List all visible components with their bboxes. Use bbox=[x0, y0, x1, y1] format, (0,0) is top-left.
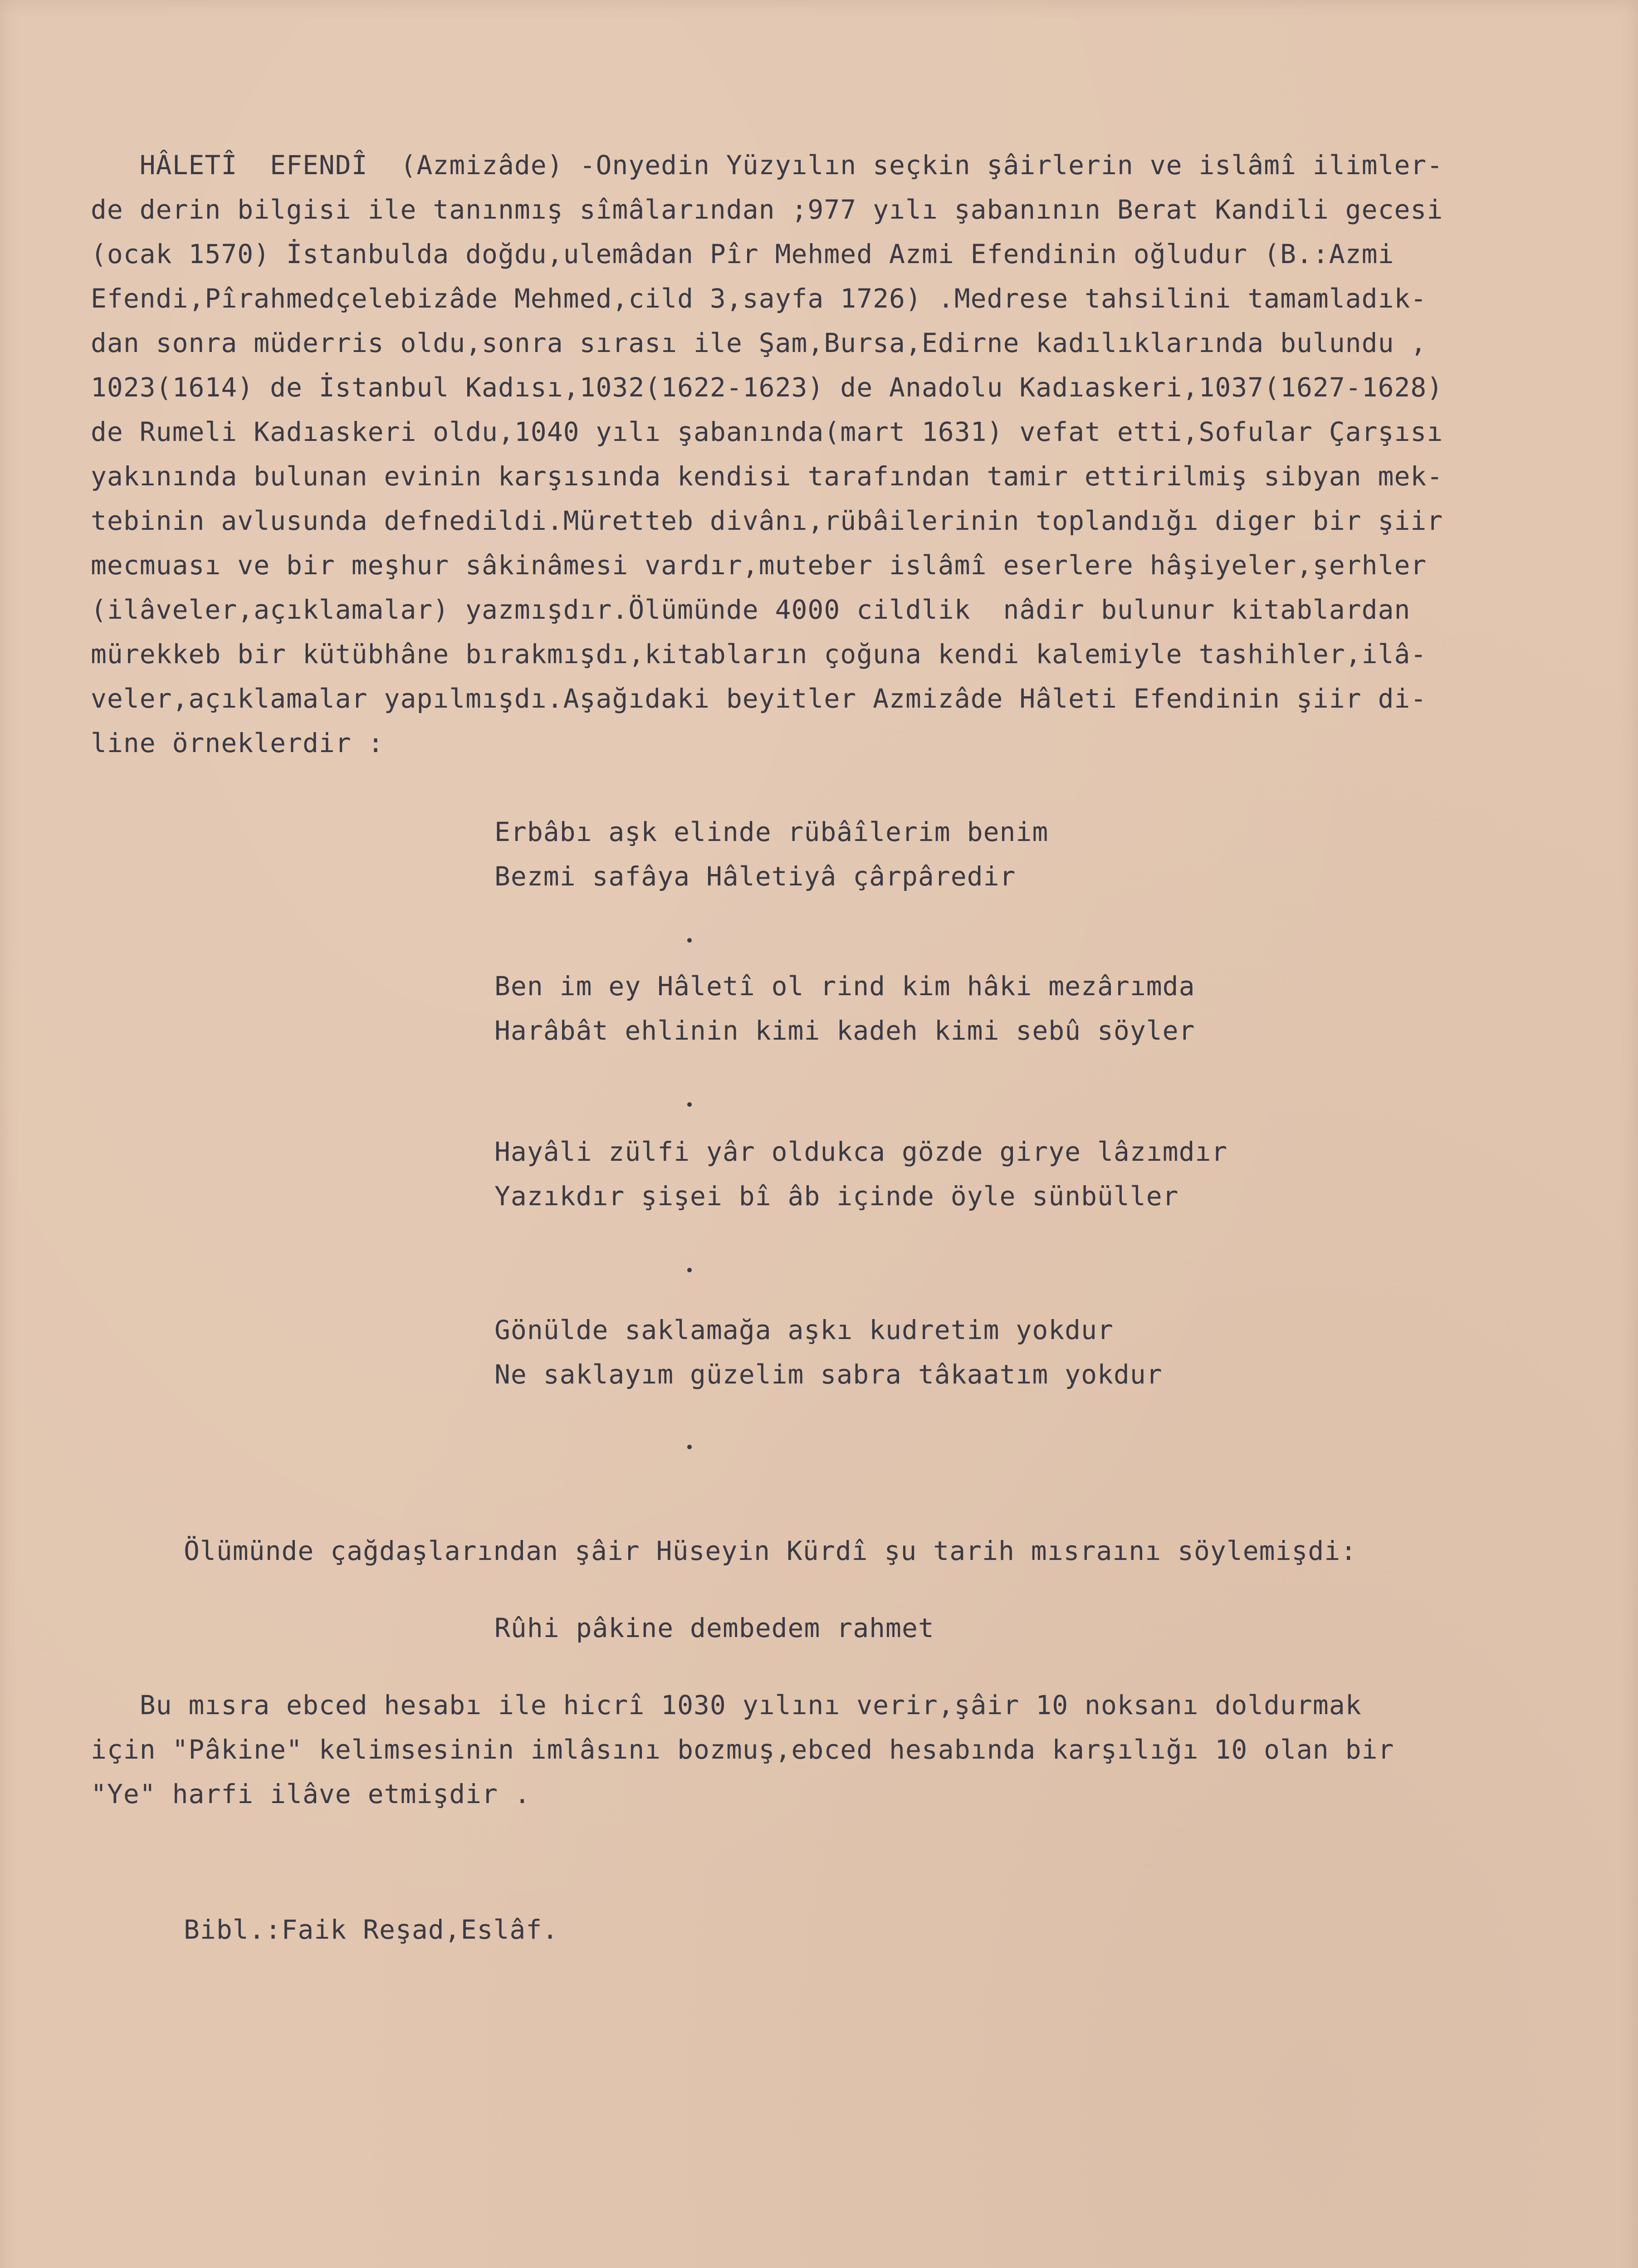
intro-line: Efendi,Pîrahmedçelebizâde Mehmed,cild 3,sayfa 1726) .Medrese tahsilini tamamladık- bbox=[91, 283, 1427, 314]
verse-line: Harâbât ehlinin kimi kadeh kimi sebû söyler bbox=[494, 1015, 1195, 1046]
verse-line: Erbâbı aşk elinde rübâîlerim benim bbox=[494, 816, 1049, 847]
tarih-line: Rûhi pâkine dembedem rahmet bbox=[494, 1613, 934, 1643]
verse-separator-dot bbox=[687, 938, 692, 943]
verse-separator-dot bbox=[687, 1102, 692, 1107]
intro-line: tebinin avlusunda defnedildi.Müretteb divânı,rübâilerinin toplandığı diger bir şiir bbox=[91, 505, 1443, 536]
intro-line: (ocak 1570) İstanbulda doğdu,ulemâdan Pîr Mehmed Azmi Efendinin oğludur (B.:Azmi bbox=[91, 239, 1394, 269]
verse-line: Gönülde saklamağa aşkı kudretim yokdur bbox=[494, 1315, 1114, 1345]
explanation-line: Bu mısra ebced hesabı ile hicrî 1030 yılını verir,şâir 10 noksanı doldurmak bbox=[91, 1690, 1362, 1721]
verse-line: Ben im ey Hâletî ol rind kim hâki mezârımda bbox=[494, 971, 1195, 1002]
verse-separator-dot bbox=[687, 1268, 692, 1272]
intro-line: de Rumeli Kadıaskeri oldu,1040 yılı şabanında(mart 1631) vefat etti,Sofular Çarşısı bbox=[91, 416, 1443, 447]
intro-line: mürekkeb bir kütübhâne bırakmışdı,kitabların çoğuna kendi kalemiyle tashihler,ilâ- bbox=[91, 639, 1427, 670]
intro-line: veler,açıklamalar yapılmışdı.Aşağıdaki beyitler Azmizâde Hâleti Efendinin şiir di- bbox=[91, 683, 1427, 714]
intro-line: de derin bilgisi ile tanınmış sîmâlarından ;977 yılı şabanının Berat Kandili gecesi bbox=[91, 194, 1443, 225]
intro-line: HÂLETÎ EFENDÎ (Azmizâde) -Onyedin Yüzyılın seçkin şâirlerin ve islâmî ilimler- bbox=[91, 150, 1443, 181]
death-line: Ölümünde çağdaşlarından şâir Hüseyin Kürdî şu tarih mısraını söylemişdi: bbox=[184, 1535, 1357, 1566]
intro-line: dan sonra müderris oldu,sonra sırası ile Şam,Bursa,Edirne kadılıklarında bulundu , bbox=[91, 327, 1427, 358]
intro-line: (ilâveler,açıklamalar) yazmışdır.Ölümünde 4000 cildlik nâdir bulunur kitablardan bbox=[91, 594, 1411, 625]
intro-line: line örneklerdir : bbox=[91, 728, 384, 758]
intro-line: yakınında bulunan evinin karşısında kendisi tarafından tamir ettirilmiş sibyan mek- bbox=[91, 461, 1443, 492]
intro-line: mecmuası ve bir meşhur sâkinâmesi vardır,muteber islâmî eserlere hâşiyeler,şerhler bbox=[91, 550, 1427, 581]
verse-line: Ne saklayım güzelim sabra tâkaatım yokdur bbox=[494, 1359, 1163, 1390]
bibliography: Bibl.:Faik Reşad,Eslâf. bbox=[184, 1914, 559, 1945]
verse-line: Yazıkdır şişei bî âb içinde öyle sünbüller bbox=[494, 1181, 1179, 1212]
explanation-line: için "Pâkine" kelimsesinin imlâsını bozmuş,ebced hesabında karşılığı 10 olan bir bbox=[91, 1734, 1394, 1765]
verse-line: Hayâli zülfi yâr oldukca gözde girye lâzımdır bbox=[494, 1136, 1228, 1167]
intro-line: 1023(1614) de İstanbul Kadısı,1032(1622-1623) de Anadolu Kadıaskeri,1037(1627-1628) bbox=[91, 372, 1443, 403]
verse-line: Bezmi safâya Hâletiyâ çârpâredir bbox=[494, 861, 1016, 892]
verse-separator-dot bbox=[687, 1445, 692, 1449]
explanation-line: "Ye" harfi ilâve etmişdir . bbox=[91, 1779, 531, 1809]
